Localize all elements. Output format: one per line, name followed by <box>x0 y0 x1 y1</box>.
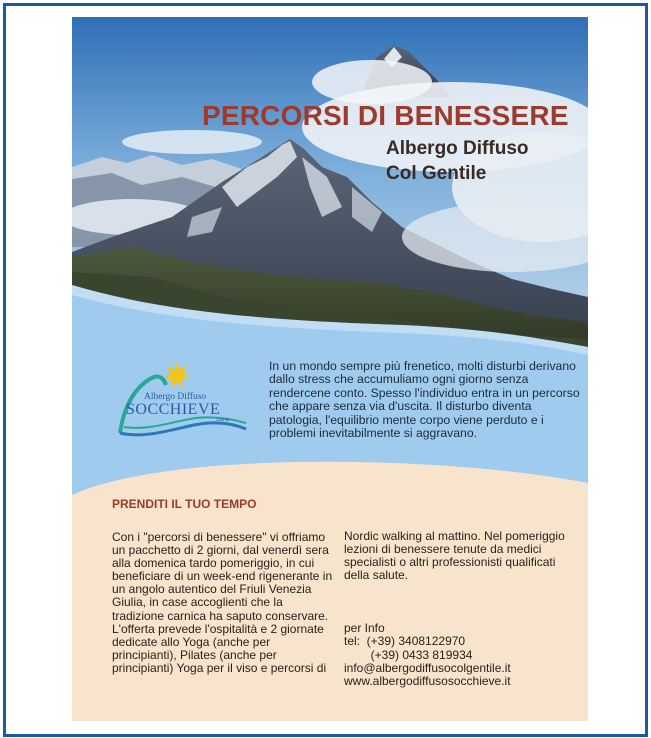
phone-2[interactable]: (+39) 0433 819934 <box>344 647 473 662</box>
star-icon <box>164 361 190 388</box>
contact-label: per Info <box>344 621 385 636</box>
subtitle-line-2: Col Gentile <box>386 163 487 184</box>
subtitle <box>386 136 529 186</box>
brochure-page <box>72 17 588 721</box>
logo-small-text: Carnia <box>216 417 230 422</box>
phone-1[interactable]: tel: (+39) 3408122970 <box>344 634 466 649</box>
offer-paragraph-3: Nordic walking al mattino. Nel pomeriggio lezioni di benessere tenute da medici specialisti o altri professionisti qualificati della salute. <box>344 529 565 583</box>
email-link[interactable]: info@albergodiffusocolgentile.it <box>344 660 511 675</box>
section-heading: PRENDITI IL TUO TEMPO <box>112 497 257 511</box>
website-link[interactable]: www.albergodiffusosocchieve.it <box>344 673 511 688</box>
right-column <box>344 530 569 688</box>
contact-block <box>344 622 569 687</box>
page-title: PERCORSI DI BENESSERE <box>202 100 569 131</box>
logo-name: SOCCHIEVE <box>126 401 221 418</box>
intro-paragraph: In un mondo sempre più frenetico, molti disturbi derivano dallo stress che accumuliamo ogni giorno senza rendercene conto. Spesso l'individuo entra in un percorso che appare senza via d'uscita. Il disturbo diventa patologia, l'equilibrio mente corpo viene perduto e i problemi inevitabilmente si aggravano. <box>269 359 580 441</box>
subtitle-line-1: Albergo Diffuso <box>386 138 529 159</box>
logo-top-text: Albergo Diffuso <box>144 392 207 402</box>
offer-paragraph-2: L'offerta prevede l'ospitalità e 2 giornate dedicate allo Yoga (anche per principianti), Pilates (anche per principianti) Yoga per il viso e percorsi di <box>112 621 327 675</box>
offer-paragraph-1: Con i "percorsi di benessere" vi offriamo un pacchetto di 2 giorni, dal venerdì sera alla domenica tardo pomeriggio, in cui beneficiare di un week-end rigenerante in un angolo autentico del Friuli Venezia Giulia, in case accoglienti che la tradizione carnica ha saputo conservare. <box>112 530 333 623</box>
left-column <box>112 531 334 675</box>
socchieve-logo <box>114 355 249 437</box>
